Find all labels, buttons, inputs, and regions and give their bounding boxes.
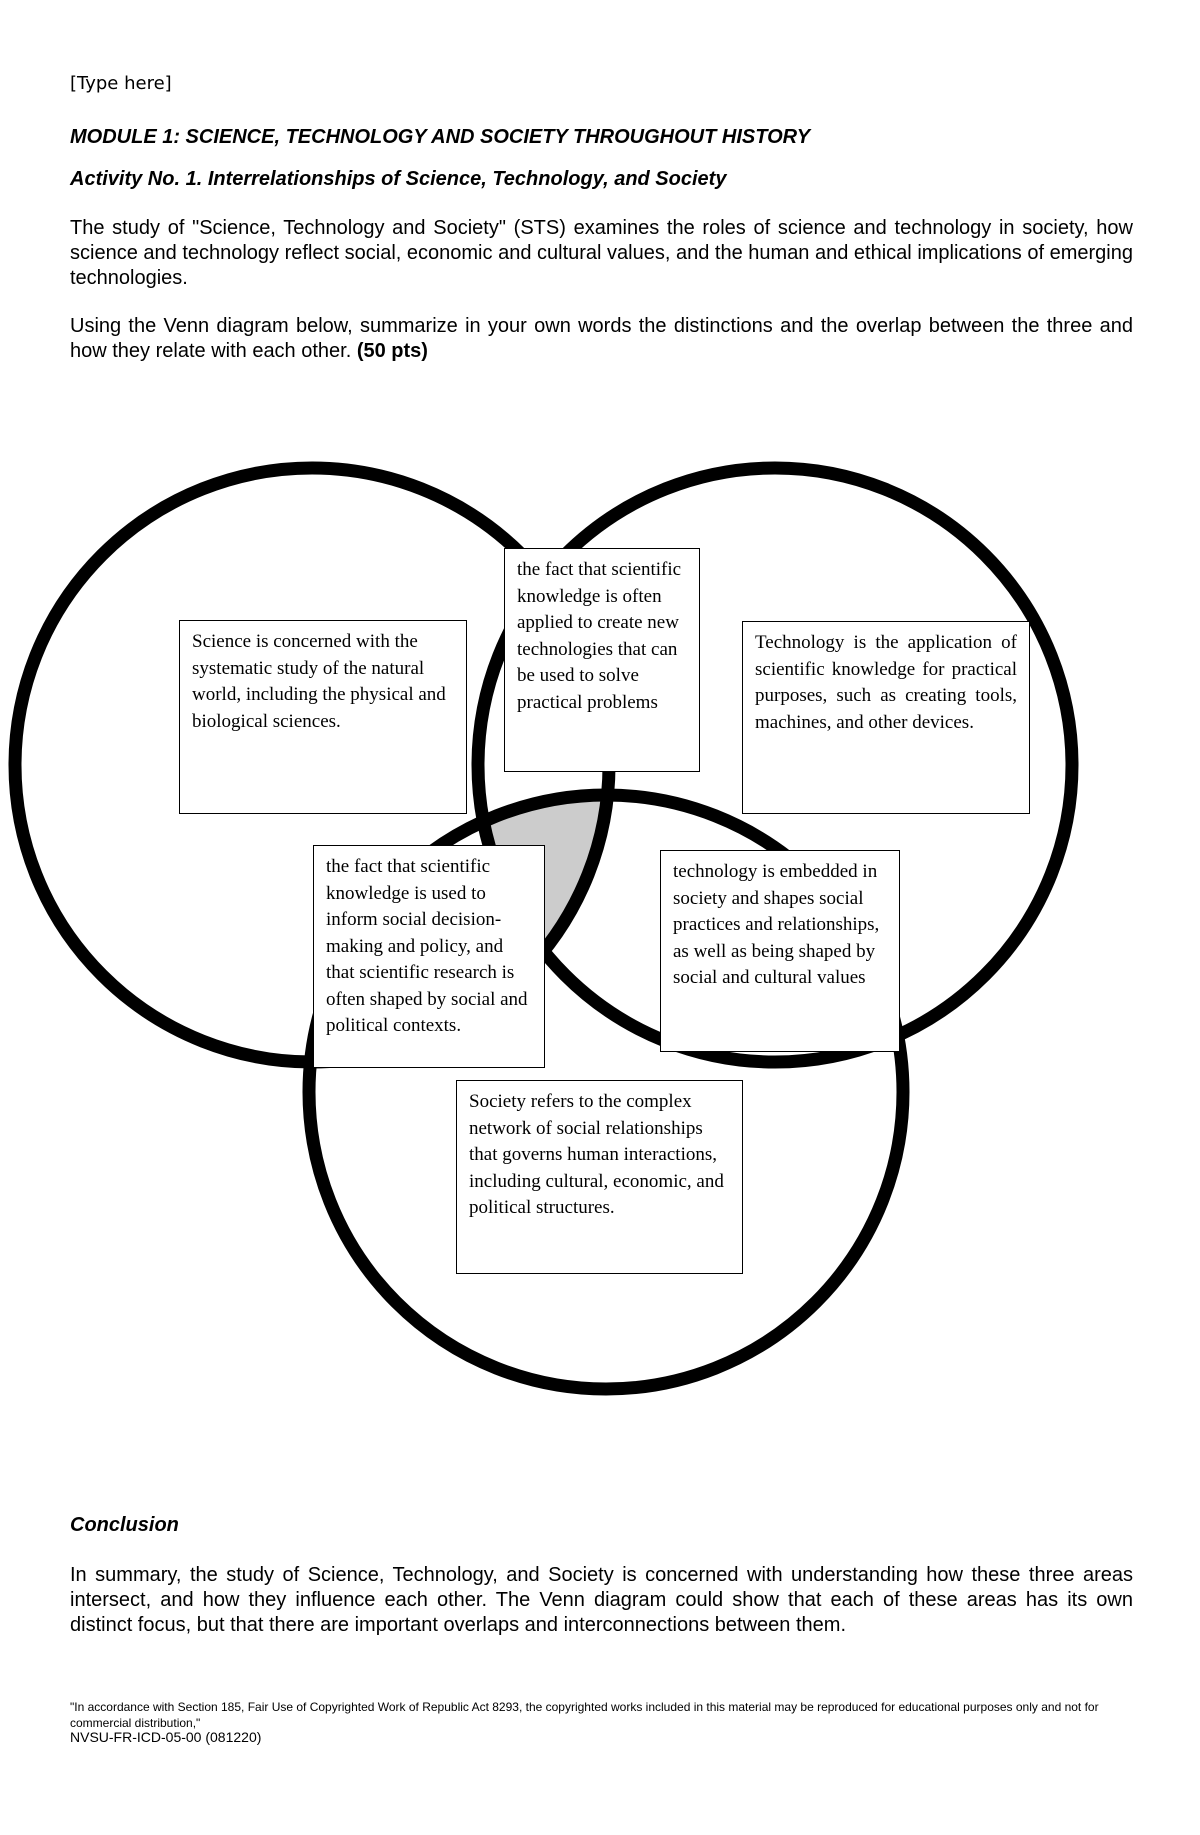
venn-box-society: Society refers to the complex network of social relationships that governs human interactions, including cultural, economic, and political structures.: [456, 1080, 743, 1274]
activity-title: Activity No. 1. Interrelationships of Science, Technology, and Society: [70, 168, 727, 190]
fair-use-note: "In accordance with Section 185, Fair Use of Copyrighted Work of Republic Act 8293, the copyrighted works included in this material may be reproduced for educational purposes only and not for commercial distribution,": [70, 1700, 1099, 1730]
venn-box-technology: Technology is the application of scientific knowledge for practical purposes, such as creating tools, machines, and other devices.: [742, 621, 1030, 814]
instruction-text: Using the Venn diagram below, summarize in your own words the distinctions and the overlap between the three and how they relate with each other.: [70, 315, 1133, 362]
header-placeholder: [Type here]: [70, 73, 172, 94]
venn-box-science: Science is concerned with the systematic study of the natural world, including the physical and biological sciences.: [179, 620, 467, 814]
intro-paragraph: The study of "Science, Technology and Society" (STS) examines the roles of science and technology in society, how science and technology reflect social, economic and cultural values, and the human and ethical implications of emerging technologies.: [70, 217, 1133, 289]
venn-box-science-society: the fact that scientific knowledge is used to inform social decision-making and policy, and that scientific research is often shaped by social and political contexts.: [313, 845, 545, 1068]
document-code: NVSU-FR-ICD-05-00 (081220): [70, 1729, 262, 1745]
venn-box-science-technology: the fact that scientific knowledge is often applied to create new technologies that can be used to solve practical problems: [504, 548, 700, 772]
points-label: (50 pts): [356, 340, 428, 362]
module-title: MODULE 1: SCIENCE, TECHNOLOGY AND SOCIETY THROUGHOUT HISTORY: [70, 126, 811, 148]
conclusion-title: Conclusion: [70, 1514, 179, 1536]
conclusion-paragraph: In summary, the study of Science, Technology, and Society is concerned with understanding how these three areas intersect, and how they influence each other. The Venn diagram could show that each of these areas has its own distinct focus, but that there are important overlaps and interconnections between them.: [70, 1564, 1133, 1636]
venn-box-technology-society: technology is embedded in society and shapes social practices and relationships, as well as being shaped by social and cultural values: [660, 850, 900, 1052]
